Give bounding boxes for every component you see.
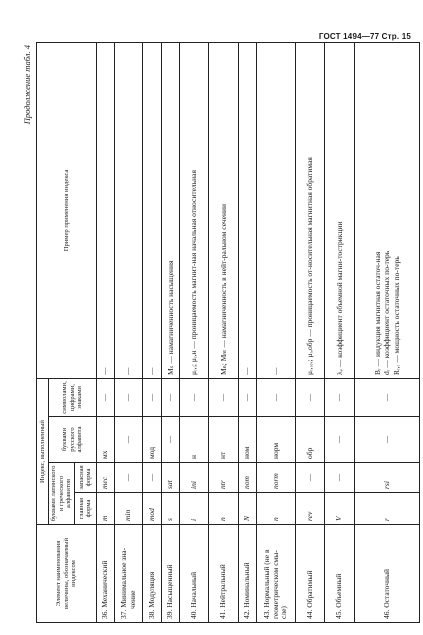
table-row (257, 42, 296, 622)
cell-usage: — (143, 42, 161, 378)
cell-usage (355, 42, 420, 378)
header-index-group: Индекс, выполненный (37, 378, 49, 524)
cell-main: N (238, 493, 256, 525)
index-table (36, 42, 420, 623)
cell-symbols: — (209, 378, 239, 416)
table-row (209, 42, 239, 622)
cell-usage: μᵣ,ᵢ; μᵣ,н — проницаемость магнит-ная начальная относительная (179, 42, 209, 378)
cell-symbols: — (257, 378, 296, 416)
cell-spare: norm (257, 463, 296, 493)
cell-symbols: — (355, 378, 420, 416)
cell-symbols: — (96, 378, 114, 416)
cell-element: 44. Обратимый (295, 525, 325, 623)
cell-usage: λᵥ — коэффициент объемной магни-тострикции (325, 42, 355, 378)
cell-element: 42. Номинальный (238, 525, 256, 623)
cell-symbols: — (325, 378, 355, 416)
header-latin-group: буквами латинского и греческого алфавитов (49, 463, 75, 525)
table-row (325, 42, 355, 622)
cell-russian: — (355, 417, 420, 463)
cell-spare: — (114, 463, 142, 493)
cell-main: n (257, 493, 296, 525)
header-symbols: символами, цифрами, знаками (49, 378, 97, 416)
cell-usage-line: dᵣ — коэффициент остаточных по-терь (382, 250, 392, 375)
cell-main: V (325, 493, 355, 525)
cell-symbols: — (238, 378, 256, 416)
cell-russian: н (179, 417, 209, 463)
cell-element (114, 525, 142, 623)
header-usage: Пример применения индекса (37, 42, 97, 378)
cell-russian: норм (257, 417, 296, 463)
cell-spare: — (143, 463, 161, 493)
cell-element-line: 37. Минимальное зна- (119, 547, 129, 619)
cell-element: 46. Остаточный (355, 525, 420, 623)
table-row (161, 42, 179, 622)
cell-russian: — (325, 417, 355, 463)
cell-main: mod (143, 493, 161, 525)
header-russian: буквами русского алфавита (49, 417, 97, 463)
cell-russian: — (161, 417, 179, 463)
continuation-label: Продолжение табл. 4 (22, 45, 32, 125)
table-row (355, 42, 420, 622)
cell-spare: rsi (355, 463, 420, 493)
cell-spare: — (295, 463, 325, 493)
cell-usage: — (257, 42, 296, 378)
cell-element: 41. Нейтральный (209, 525, 239, 623)
table-row (238, 42, 256, 622)
cell-usage: — (96, 42, 114, 378)
cell-russian: — (114, 417, 142, 463)
cell-usage-line: Rᵣ,ᵣ — мощность остаточных по-терь (391, 256, 401, 375)
rotated-table-page (20, 43, 420, 623)
cell-element: 36. Механический (96, 525, 114, 623)
cell-main: m (96, 493, 114, 525)
cell-element-line: геометрическом смы- (270, 550, 280, 619)
cell-spare: ini (179, 463, 209, 493)
cell-spare: sat (161, 463, 179, 493)
header-main-form: главная форма (74, 493, 96, 525)
cell-main: r (355, 493, 420, 525)
table-row (114, 42, 142, 622)
cell-spare: mec (96, 463, 114, 493)
header-spare-form: запасная форма (74, 463, 96, 493)
cell-main: n (209, 493, 239, 525)
cell-spare: nom (238, 463, 256, 493)
cell-symbols: — (179, 378, 209, 416)
cell-russian: мх (96, 417, 114, 463)
cell-element-line: 43. Нормальный (не в (262, 549, 272, 619)
cell-main: i (179, 493, 209, 525)
table-row (143, 42, 161, 622)
cell-russian: мод (143, 417, 161, 463)
cell-usage: μᵣ,ᵣₑᵥ; μᵣ,обр — проницаемость от-носительная магнитная обратимая (295, 42, 325, 378)
page-header: ГОСТ 1494—77 Стр. 15 (318, 32, 411, 41)
cell-russian: обр (295, 417, 325, 463)
cell-spare: — (325, 463, 355, 493)
cell-russian: нт (209, 417, 239, 463)
cell-main: min (114, 493, 142, 525)
table-row (179, 42, 209, 622)
cell-symbols: — (295, 378, 325, 416)
cell-element-line: сле) (279, 606, 289, 619)
cell-usage: Mₛ — намагниченность насыщения (161, 42, 179, 378)
cell-russian: ном (238, 417, 256, 463)
table-row (96, 42, 114, 622)
cell-usage-line: Bᵣ — индукция магнитная остаточ-ная (372, 251, 382, 375)
cell-element (257, 525, 296, 623)
cell-symbols: — (143, 378, 161, 416)
header-element: Элемент наименования величины, обозначаемый индексом (37, 525, 97, 623)
table-row (295, 42, 325, 622)
cell-symbols: — (161, 378, 179, 416)
cell-element: 45. Объемный (325, 525, 355, 623)
cell-main: s (161, 493, 179, 525)
cell-element: 40. Начальный (179, 525, 209, 623)
cell-element-line: чение (127, 590, 137, 609)
cell-usage: Mₙ; Mₙₜ — намагниченность в нейт-ральном сечении (209, 42, 239, 378)
cell-symbols: — (114, 378, 142, 416)
cell-element: 38. Модуляция (143, 525, 161, 623)
cell-spare: ntr (209, 463, 239, 493)
cell-usage: — (238, 42, 256, 378)
cell-usage: — (114, 42, 142, 378)
cell-main: rev (295, 493, 325, 525)
cell-element: 39. Насыщенный (161, 525, 179, 623)
